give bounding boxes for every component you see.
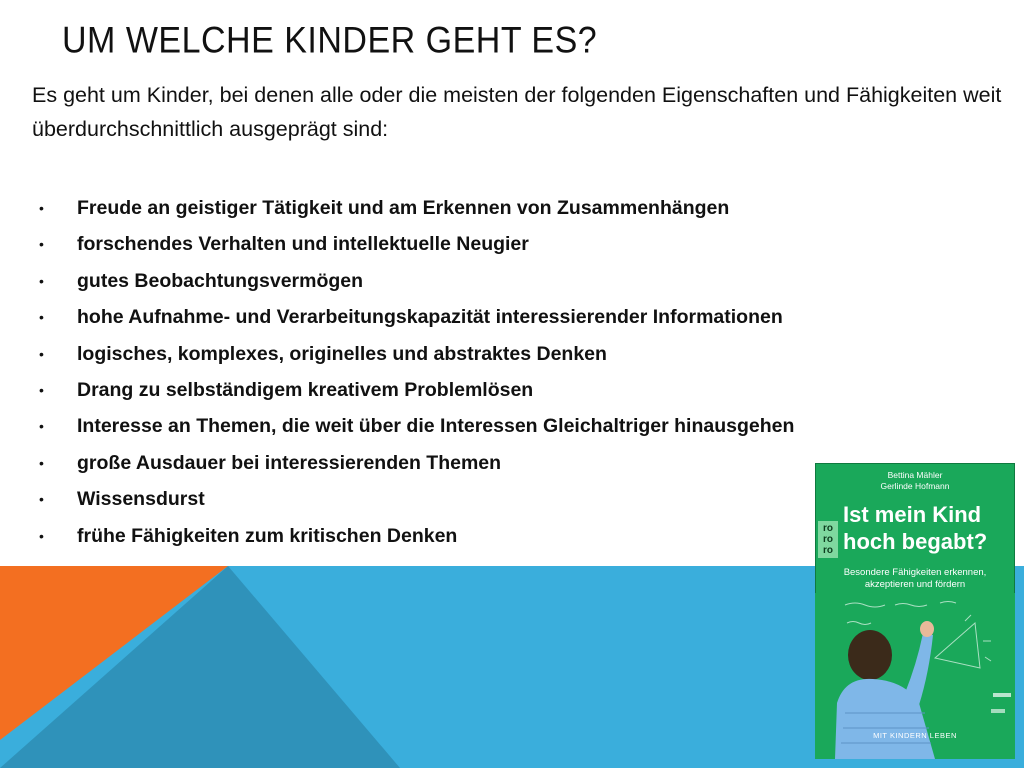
book-author: Bettina Mähler [887,470,943,480]
bullet-icon: • [39,454,44,471]
intro-text: Es geht um Kinder, bei denen alle oder die meisten der folgenden Eigenschaften und Fähigkeiten weit überdurchschnittlich ausgeprägt sind: [32,83,1002,141]
bullet-text: frühe Fähigkeiten zum kritischen Denken [77,524,458,547]
bullet-text: gutes Beobachtungsvermögen [77,269,364,292]
book-authors [815,470,1015,492]
bullet-icon: • [39,527,44,544]
bullet-icon: • [39,200,44,216]
bullet-icon: • [39,381,44,398]
boy-head [848,630,892,680]
list-item [0,372,794,408]
list-item [0,445,794,481]
bullet-text: große Ausdauer bei interessierenden Themen [77,451,502,474]
bullet-icon: • [39,418,44,435]
list-item [0,226,794,262]
book-author: Gerlinde Hofmann [880,481,950,491]
list-item [0,481,794,517]
bullet-icon: • [39,272,44,289]
bullet-text: hohe Aufnahme- und Verarbeitungskapazität interessierender Informationen [77,306,783,329]
bullet-icon: • [39,345,44,362]
bullet-text: logisches, komplexes, originelles und abstraktes Denken [77,342,607,365]
list-item [0,518,794,554]
book-subtitle: Besondere Fähigkeiten erkennen, akzeptieren und fördern [843,567,987,590]
book-cover-image [815,463,1015,759]
book-series: MIT KINDERN LEBEN [873,731,957,740]
bullet-text: Interesse an Themen, die weit über die Interessen Gleichaltriger hinausgehen [77,415,795,438]
list-item [0,263,794,299]
bullet-text: Wissensdurst [77,488,205,511]
book-title: Ist mein Kind hoch begabt? [843,502,988,554]
bullet-text: Drang zu selbständigem kreativem Problemlösen [77,378,534,401]
bullet-list [0,190,794,554]
bullet-icon: • [39,236,44,253]
page-title: UM WELCHE KINDER GEHT ES? [62,20,598,62]
list-item [0,408,794,444]
bullet-text: forschendes Verhalten und intellektuelle Neugier [77,233,529,256]
list-item [0,190,794,226]
list-item [0,299,794,335]
publisher-logo: ro ro ro [818,521,838,558]
list-item [0,336,794,372]
bullet-text: Freude an geistiger Tätigkeit und am Erkennen von Zusammenhängen [77,197,730,219]
bullet-icon: • [39,309,44,326]
bullet-icon: • [39,491,44,508]
